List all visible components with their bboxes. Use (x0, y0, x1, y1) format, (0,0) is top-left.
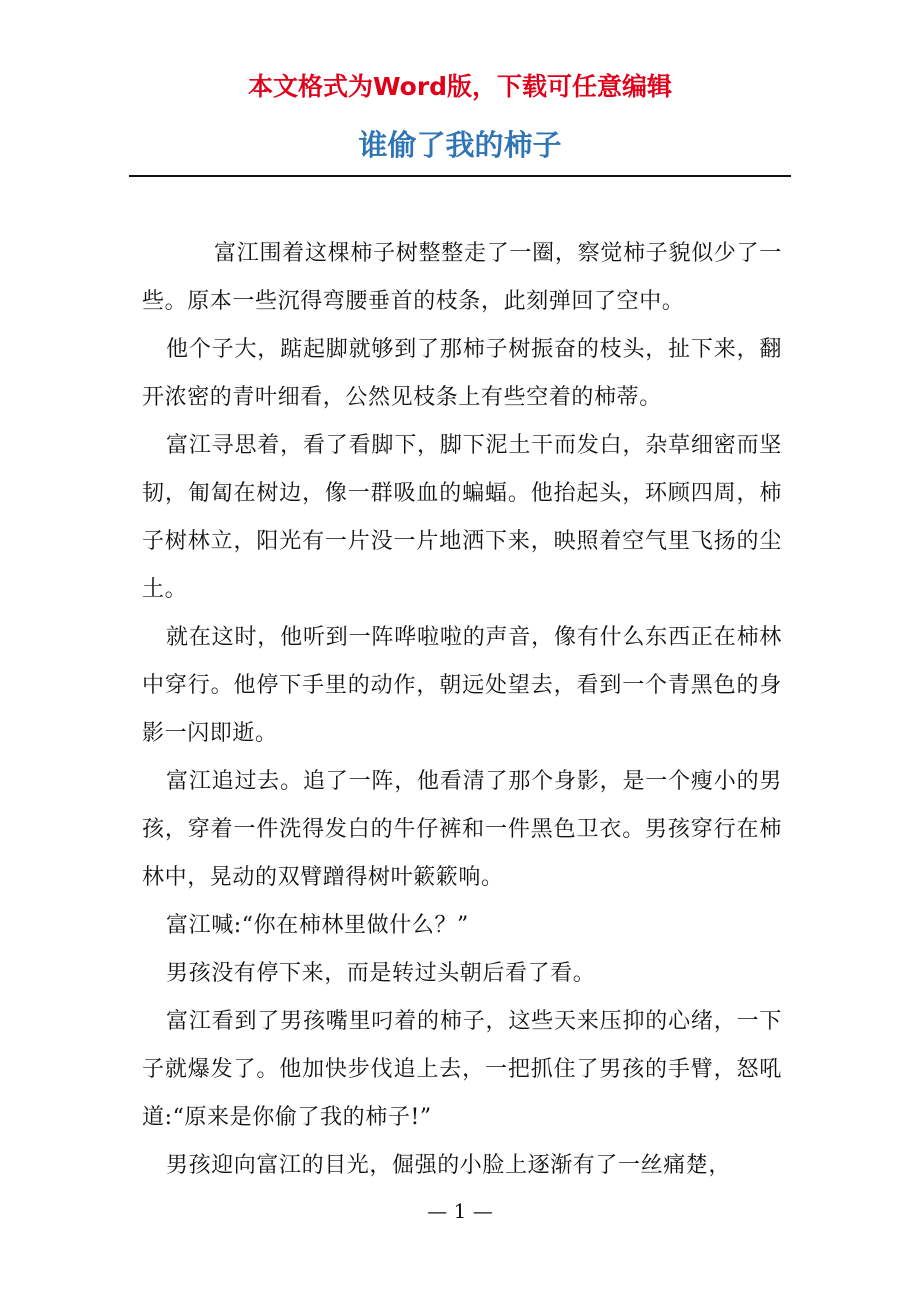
download-notice: 本文格式为Word版，下载可任意编辑 (247, 72, 673, 101)
paragraph: 富江看到了男孩嘴里叼着的柿子，这些天来压抑的心绪，一下子就爆发了。他加快步伐追上去，一把抓住了男孩的手臂，怒吼道:“原来是你偷了我的柿子!” (142, 1009, 782, 1130)
title-divider (129, 175, 791, 177)
paragraph: 男孩迎向富江的目光，倔强的小脸上逐渐有了一丝痛楚， (166, 1153, 732, 1178)
page-number: — 1 — (427, 1199, 493, 1223)
paragraph: 就在这时，他听到一阵哗啦啦的声音，像有什么东西正在柿林中穿行。他停下手里的动作，朝远处望去，看到一个青黑色的身影一闪即逝。 (142, 625, 782, 746)
paragraph: 富江追过去。追了一阵，他看清了那个身影，是一个瘦小的男孩，穿着一件洗得发白的牛仔裤和一件黑色卫衣。男孩穿行在柿林中，晃动的双臂蹭得树叶簌簌响。 (142, 769, 782, 890)
paragraph: 他个子大，踮起脚就够到了那柿子树振奋的枝头，扯下来，翻开浓密的青叶细看，公然见枝条上有些空着的柿蒂。 (142, 337, 782, 410)
paragraph: 富江围着这棵柿子树整整走了一圈，察觉柿子貌似少了一些。原本一些沉得弯腰垂首的枝条，此刻弹回了空中。 (142, 241, 782, 314)
document-title: 谁偷了我的柿子 (358, 128, 562, 162)
paragraph: 富江寻思着，看了看脚下，脚下泥土干而发白，杂草细密而坚韧，匍匐在树边，像一群吸血的蝙蝠。他抬起头，环顾四周，柿子树林立，阳光有一片没一片地洒下来，映照着空气里飞扬的尘土。 (142, 433, 782, 602)
paragraph: 男孩没有停下来，而是转过头朝后看了看。 (166, 961, 596, 986)
paragraph: 富江喊:“你在柿林里做什么？” (166, 913, 469, 938)
document-body (142, 230, 782, 1190)
